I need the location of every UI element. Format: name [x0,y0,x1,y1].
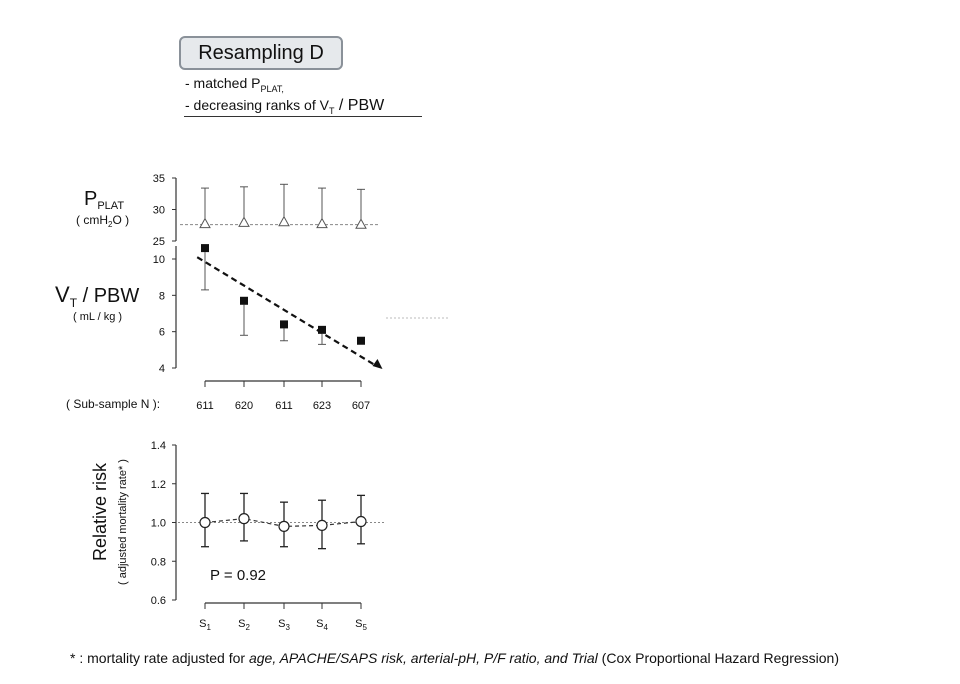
pplat-ylabel-unit-part-1: 2 [108,220,113,229]
subsample-value: 611 [196,400,214,412]
rr-xtick-sub: 1 [206,623,211,632]
criterion-2-sub: T [328,105,335,116]
vt-trend-line [197,257,376,366]
vt-ylabel-part-0: V [55,282,70,307]
criterion-1-sub: PLAT, [260,83,284,94]
rr-xtick-label [238,618,250,632]
subsample-value: 623 [312,400,332,412]
footnote-start: * : mortality rate adjusted for [70,650,249,666]
rr-xtick-label [355,618,367,632]
rr-xtick-label [278,618,290,632]
vt-ylabel-part-1: T [69,296,78,310]
pplat-ylabel-unit-part-0: ( cmH [76,213,108,227]
vt-point [357,337,365,345]
rr-xtick-sub: 5 [362,623,367,632]
rr-xtick-sub: 2 [245,623,250,632]
rr-ytick-label: 1.4 [150,440,166,452]
vt-point [280,320,288,328]
pplat-point [200,219,210,228]
pplat-point [279,217,289,226]
subsample-label: ( Sub-sample N ): [66,397,161,411]
subsample-value: 620 [234,400,254,412]
vt-ytick-label: 8 [158,290,165,303]
rr-xtick-main: S [355,618,363,630]
subsample-value: 607 [351,400,371,412]
rr-ytick-label: 1.0 [150,517,166,530]
rr-point [317,520,327,530]
rr-ytick-label: 0.6 [150,595,166,607]
criterion-1-prefix: - matched P [185,75,261,91]
footnote [70,650,839,666]
rr-ytick-label: 1.2 [150,478,166,491]
rr-xtick-main: S [199,618,207,630]
rr-point [279,521,289,531]
vt-ytick-label: 4 [158,363,165,375]
pplat-ylabel-part-1: PLAT [97,200,125,212]
vt-trend-arrowhead [373,359,383,369]
vt-ytick-label: 6 [158,326,165,339]
pplat-point [356,219,366,228]
pplat-ylabel [84,188,124,212]
rr-ylabel: Relative risk [90,462,110,562]
rr-xtick-main: S [238,618,246,630]
pplat-ylabel-unit [76,213,129,229]
pplat-ytick-label: 35 [152,173,165,185]
resampling-title: Resampling D [179,36,343,70]
rr-point [200,518,210,528]
pplat-ytick-label: 25 [152,236,165,248]
vt-ylabel [55,282,139,310]
vt-point [201,244,209,252]
rr-xtick-label [199,618,211,632]
criterion-2-prefix: - decreasing ranks of V [185,97,329,113]
pplat-ylabel-part-0: P [84,188,98,210]
vt-ytick-label: 10 [152,254,165,266]
rr-ylabel-unit: ( adjusted mortality rate* ) [117,459,129,585]
rr-ytick-label: 0.8 [150,556,166,569]
rr-xtick-sub: 3 [285,623,290,632]
vt-point [240,297,248,305]
subsample-value: 611 [275,400,293,412]
rr-point [239,514,249,524]
pplat-ylabel-unit-part-2: O ) [112,213,130,227]
rr-xtick-sub: 4 [323,623,328,632]
rr-p-value: P = 0.92 [210,567,267,584]
criterion-2-suffix: / PBW [334,97,385,114]
footnote-method: (Cox Proportional Hazard Regression) [597,650,840,666]
footnote-covariates: age, APACHE/SAPS risk, arterial-pH, P/F ratio, and Trial [248,650,598,666]
rr-xtick-main: S [316,618,324,630]
pplat-ytick-label: 30 [152,204,165,217]
pplat-point [317,219,327,228]
rr-xtick-label [316,618,328,632]
rr-point [356,517,366,527]
vt-ylabel-unit: ( mL / kg ) [73,311,123,323]
pplat-point [239,217,249,226]
vt-ylabel-part-2: / PBW [77,285,140,307]
rr-xtick-main: S [278,618,286,630]
